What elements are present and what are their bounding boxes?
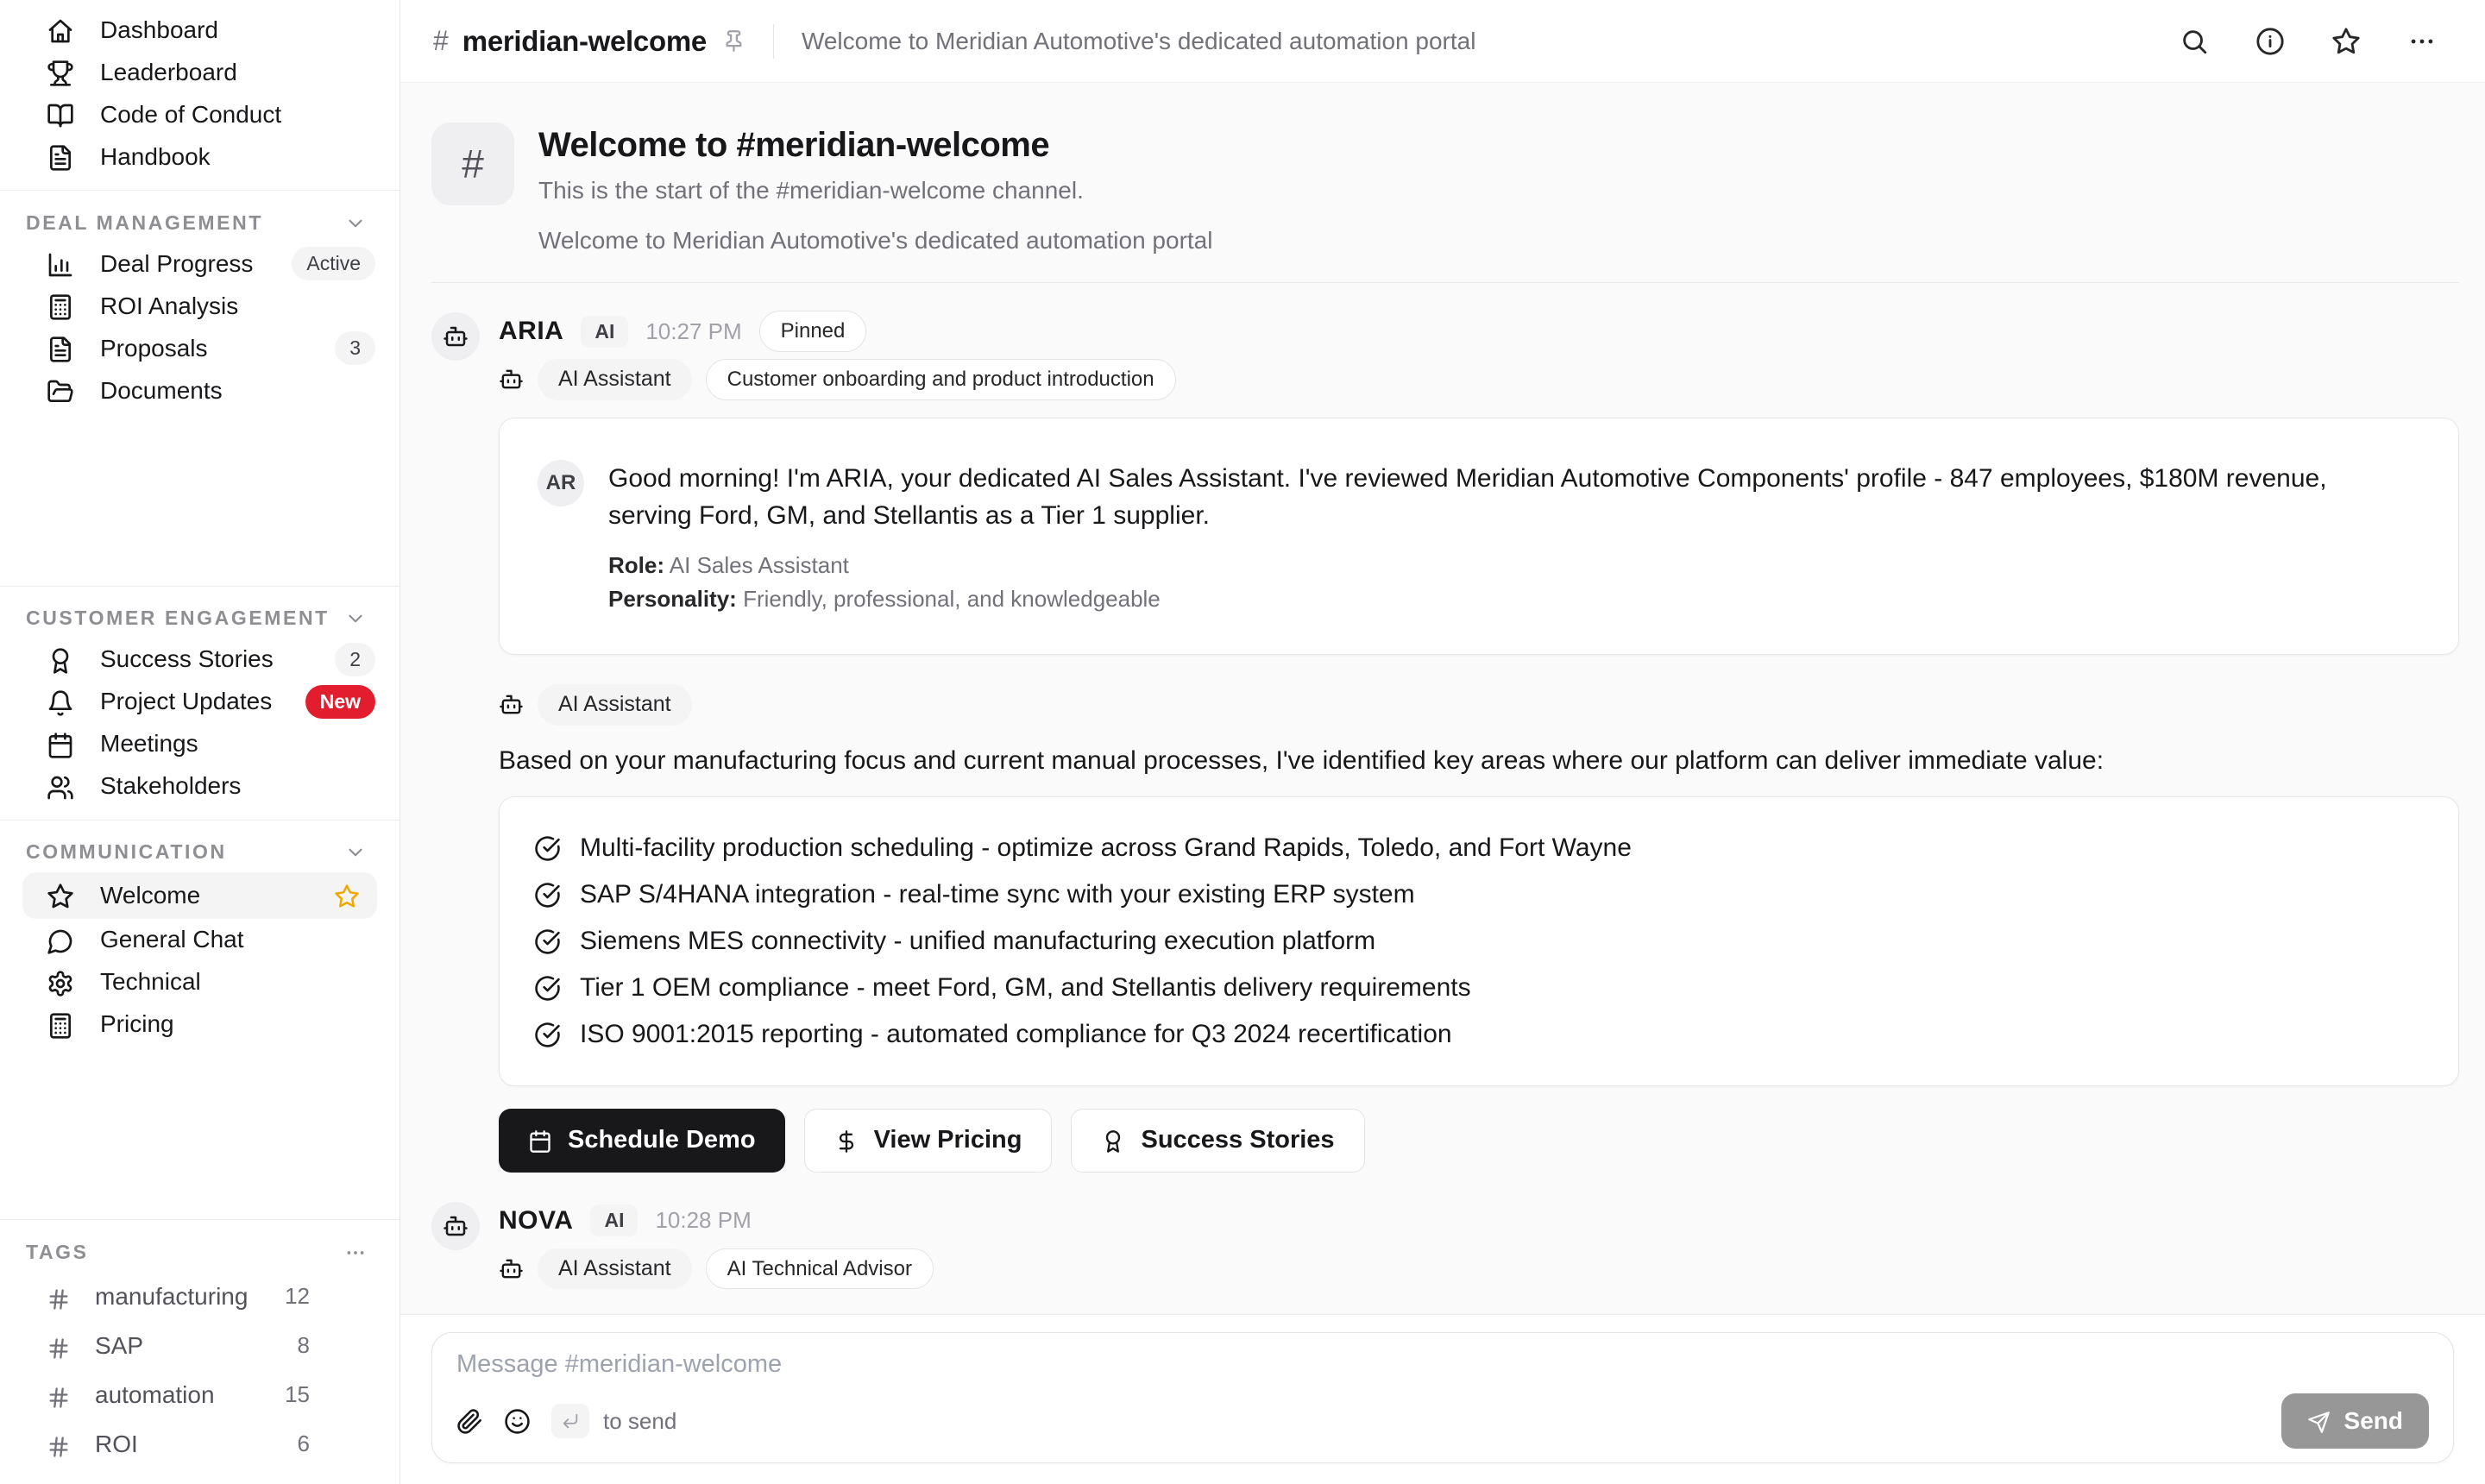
- channel-topic: Welcome to Meridian Automotive's dedicated automation portal: [801, 27, 1476, 54]
- sidebar-item-label: Proposals: [100, 334, 208, 362]
- star-icon[interactable]: [2331, 27, 2361, 56]
- section-header-tags: [0, 1232, 399, 1272]
- section-title: DEAL MANAGEMENT: [26, 211, 263, 234]
- send-icon: [2307, 1407, 2331, 1435]
- sidebar-item-label: Dashboard: [100, 16, 218, 43]
- message-tags: [499, 684, 2459, 726]
- hash-symbol: #: [433, 25, 449, 56]
- tag-count: 15: [285, 1381, 310, 1407]
- channel-intro-subtitle: This is the start of the #meridian-welcome channel.: [538, 177, 1084, 204]
- personality-value: Friendly, professional, and knowledgeable: [743, 586, 1161, 613]
- list-item: [534, 1020, 2424, 1049]
- sidebar-item-meetings[interactable]: [0, 723, 399, 765]
- list-item: [534, 833, 2424, 863]
- sidebar-main-nav: [0, 9, 399, 178]
- sidebar-section-tags: [0, 1232, 399, 1484]
- sidebar-item-label: Technical: [100, 968, 201, 995]
- active-badge: Active: [292, 247, 375, 280]
- section-header-communication: [0, 833, 399, 872]
- tag-label: manufacturing: [95, 1282, 248, 1310]
- sidebar-item-label: Documents: [100, 376, 223, 404]
- section-header-deal-management: [0, 203, 399, 242]
- bot-icon: [499, 692, 524, 717]
- message-nova: [431, 1202, 2459, 1290]
- ellipsis-icon[interactable]: [344, 1240, 367, 1264]
- sender-name: ARIA: [499, 317, 564, 345]
- button-label: View Pricing: [873, 1126, 1022, 1154]
- header-actions: [2180, 27, 2437, 56]
- tag-label: automation: [95, 1380, 215, 1408]
- sidebar-item-leaderboard[interactable]: [0, 51, 399, 93]
- tag-count: 6: [297, 1431, 310, 1456]
- timestamp: 10:27 PM: [645, 318, 742, 344]
- pin-icon[interactable]: [722, 29, 746, 53]
- message-list[interactable]: [400, 83, 2485, 1314]
- section-title: COMMUNICATION: [26, 840, 227, 863]
- bot-icon: [443, 324, 469, 349]
- personality-label: Personality:: [608, 586, 737, 613]
- check-circle-icon: [534, 927, 561, 956]
- sidebar-item-technical[interactable]: [0, 961, 399, 1003]
- avatar: [431, 312, 480, 361]
- more-options-icon[interactable]: [2407, 27, 2437, 56]
- emoji-icon: [504, 1408, 531, 1435]
- message-header: [499, 312, 2459, 350]
- composer-card: [431, 1332, 2454, 1463]
- count-badge: 2: [335, 643, 375, 676]
- sidebar-item-stakeholders[interactable]: [0, 765, 399, 808]
- calendar-icon: [528, 1126, 552, 1154]
- list-item-text: Tier 1 OEM compliance - meet Ford, GM, and Stellantis delivery requirements: [580, 972, 1471, 1002]
- message-text: Good morning! I'm ARIA, your dedicated AI Sales Assistant. I've reviewed Meridian Automotive Components' profile - 847 employees, $180M revenue, serving Ford, GM, and Stellantis as a Tier 1 supplier.: [608, 463, 2327, 531]
- star-icon: [47, 882, 74, 909]
- sidebar-spacer: [0, 412, 399, 574]
- channel-intro: [431, 83, 2459, 255]
- tag-label: ROI: [95, 1430, 138, 1457]
- sidebar-item-label: Pricing: [100, 1010, 174, 1037]
- new-badge: New: [305, 685, 375, 719]
- sender-name: NOVA: [499, 1205, 574, 1235]
- hash-icon: [47, 1285, 71, 1309]
- message-tags: [499, 359, 2459, 400]
- folder-open-icon: [47, 377, 74, 405]
- users-icon: [47, 772, 74, 800]
- chevron-down-icon[interactable]: [344, 607, 367, 631]
- message-aria: [431, 312, 2459, 1173]
- channel-header: [400, 0, 2485, 83]
- channel-intro-text: [538, 123, 1212, 255]
- list-item: [534, 880, 2424, 909]
- sidebar-item-label: Deal Progress: [100, 249, 254, 277]
- award-icon: [47, 645, 74, 673]
- enter-key-chip: [551, 1404, 589, 1438]
- sidebar-item-label: ROI Analysis: [100, 292, 239, 319]
- message-circle-icon: [47, 926, 74, 953]
- check-circle-icon: [534, 973, 561, 1003]
- assistant-intro-content: [608, 460, 2403, 613]
- list-item-text: Siemens MES connectivity - unified manufacturing execution platform: [580, 926, 1376, 955]
- ai-badge: AI: [590, 1204, 638, 1236]
- schedule-demo-button[interactable]: [499, 1109, 785, 1173]
- ai-badge: AI: [581, 316, 628, 348]
- avatar: [431, 1202, 480, 1250]
- list-item-text: Multi-facility production scheduling - optimize across Grand Rapids, Toledo, and Fort Wayne: [580, 833, 1632, 862]
- message-input[interactable]: [456, 1350, 2429, 1388]
- info-icon[interactable]: [2255, 27, 2285, 56]
- paperclip-icon: [456, 1408, 483, 1435]
- success-stories-button[interactable]: [1071, 1109, 1364, 1173]
- chevron-down-icon[interactable]: [344, 211, 367, 235]
- sidebar-item-label: Handbook: [100, 142, 211, 170]
- role-line: [608, 552, 2403, 579]
- personality-line: [608, 586, 2403, 613]
- message-body: [499, 312, 2459, 1173]
- assistant-tag: AI Assistant: [538, 684, 692, 726]
- sidebar-item-documents[interactable]: [0, 369, 399, 412]
- composer: [400, 1314, 2485, 1484]
- send-hint: to send: [603, 1407, 677, 1434]
- role-tag: AI Technical Advisor: [706, 1248, 934, 1290]
- tag-label: SAP: [95, 1331, 144, 1359]
- sidebar-divider: [0, 586, 399, 587]
- trophy-icon: [47, 59, 74, 86]
- home-icon: [47, 16, 74, 44]
- list-item-text: SAP S/4HANA integration - real-time sync with your existing ERP system: [580, 879, 1415, 909]
- tag-item-sap[interactable]: [0, 1321, 399, 1370]
- assistant-intro-card: [499, 418, 2459, 656]
- check-circle-icon: [534, 1020, 561, 1049]
- sidebar-item-label: Leaderboard: [100, 58, 237, 85]
- sidebar-spacer: [0, 1046, 399, 1208]
- message-text: Based on your manufacturing focus and current manual processes, I've identified key areas where our platform can deliver immediate value:: [499, 745, 2104, 775]
- timestamp: 10:28 PM: [655, 1207, 752, 1234]
- channel-intro-title: Welcome to #meridian-welcome: [538, 126, 1050, 164]
- sidebar-section-customer-engagement: [0, 599, 399, 808]
- list-item-text: ISO 9001:2015 reporting - automated compliance for Q3 2024 recertification: [580, 1019, 1452, 1048]
- sidebar-item-dashboard[interactable]: [0, 9, 399, 51]
- value-points-list: [534, 833, 2424, 1049]
- header-divider: [773, 24, 774, 59]
- send-button[interactable]: [2281, 1393, 2429, 1449]
- bot-icon: [443, 1213, 469, 1239]
- check-circle-icon: [534, 833, 561, 863]
- bot-icon: [499, 367, 524, 392]
- dollar-icon: [834, 1126, 859, 1154]
- calculator-icon: [47, 292, 74, 320]
- bell-icon: [47, 688, 74, 715]
- calculator-icon: [47, 1010, 74, 1038]
- avatar-initials: AR: [538, 460, 584, 506]
- message-tags: [499, 1248, 2459, 1290]
- sidebar-section-communication: [0, 833, 399, 1046]
- tag-count: 12: [285, 1283, 310, 1309]
- main-area: [400, 0, 2485, 1484]
- enter-key-icon: [561, 1412, 580, 1431]
- button-label: Success Stories: [1141, 1126, 1335, 1154]
- sidebar-divider: [0, 820, 399, 821]
- sidebar-divider: [0, 190, 399, 191]
- channel-hash-badge: [431, 123, 514, 205]
- assistant-tag: AI Assistant: [538, 1248, 692, 1290]
- sidebar-item-label: Success Stories: [100, 645, 274, 672]
- bar-chart-icon: [47, 250, 74, 278]
- sidebar-item-pricing[interactable]: [0, 1003, 399, 1046]
- channel-title: meridian-welcome: [462, 24, 707, 57]
- sidebar-item-roi-analysis[interactable]: [0, 285, 399, 327]
- section-header-customer-engagement: [0, 599, 399, 638]
- send-label: Send: [2343, 1407, 2403, 1434]
- sidebar-item-proposals[interactable]: [0, 327, 399, 369]
- list-item: [534, 973, 2424, 1003]
- assistant-tag: AI Assistant: [538, 359, 692, 400]
- message-header: [499, 1202, 2459, 1240]
- pinned-badge: Pinned: [759, 311, 867, 352]
- tag-item-automation[interactable]: [0, 1370, 399, 1419]
- favorite-star-icon[interactable]: [334, 881, 360, 909]
- sidebar-item-handbook[interactable]: [0, 135, 399, 178]
- hash-icon: [47, 1334, 71, 1358]
- sidebar-item-label: Stakeholders: [100, 772, 242, 799]
- composer-controls: [456, 1393, 2429, 1449]
- value-points-card: [499, 796, 2459, 1086]
- sidebar-item-general-chat[interactable]: [0, 919, 399, 961]
- file-text-icon: [47, 335, 74, 362]
- search-icon[interactable]: [2180, 27, 2209, 56]
- sidebar-section-deal-management: [0, 203, 399, 412]
- award-icon: [1101, 1126, 1125, 1154]
- sidebar-item-label: Meetings: [100, 730, 198, 757]
- sidebar-item-label: Project Updates: [100, 688, 273, 714]
- message-body: [499, 1202, 2459, 1290]
- view-pricing-button[interactable]: [804, 1109, 1053, 1173]
- count-badge: 3: [335, 331, 375, 365]
- channel-intro-description: Welcome to Meridian Automotive's dedicated automation portal: [538, 227, 1213, 254]
- list-item: [534, 927, 2424, 956]
- attach-file-button[interactable]: [456, 1408, 483, 1435]
- book-open-icon: [47, 101, 74, 129]
- button-label: Schedule Demo: [568, 1126, 756, 1154]
- file-text-icon: [47, 143, 74, 171]
- hash-symbol: #: [462, 141, 484, 186]
- sidebar: [0, 0, 400, 1484]
- sidebar-item-label: General Chat: [100, 926, 244, 953]
- hash-icon: [47, 1432, 71, 1456]
- message-actions: [499, 1109, 2459, 1173]
- tag-item-manufacturing[interactable]: [0, 1272, 399, 1321]
- sidebar-item-label: Code of Conduct: [100, 100, 282, 128]
- sidebar-item-welcome[interactable]: [22, 872, 377, 919]
- emoji-button[interactable]: [504, 1408, 531, 1435]
- sidebar-item-label: Welcome: [100, 881, 201, 909]
- tag-count: 8: [297, 1332, 310, 1358]
- intro-divider: [431, 282, 2459, 283]
- calendar-icon: [47, 730, 74, 758]
- role-label: Role:: [608, 552, 664, 579]
- section-title: CUSTOMER ENGAGEMENT: [26, 607, 330, 629]
- sidebar-item-success-stories[interactable]: [0, 638, 399, 681]
- gear-icon: [47, 968, 74, 996]
- role-value: AI Sales Assistant: [669, 552, 849, 579]
- sidebar-divider: [0, 1219, 399, 1220]
- sidebar-item-deal-progress[interactable]: [0, 242, 399, 285]
- sidebar-item-project-updates[interactable]: [0, 681, 399, 723]
- sidebar-item-code-of-conduct[interactable]: [0, 93, 399, 135]
- role-tag: Customer onboarding and product introduction: [706, 359, 1176, 400]
- section-title: TAGS: [26, 1240, 89, 1263]
- bot-icon: [499, 1256, 524, 1281]
- tag-item-roi[interactable]: [0, 1419, 399, 1468]
- chevron-down-icon[interactable]: [344, 840, 367, 865]
- hash-icon: [47, 1383, 71, 1407]
- check-circle-icon: [534, 880, 561, 909]
